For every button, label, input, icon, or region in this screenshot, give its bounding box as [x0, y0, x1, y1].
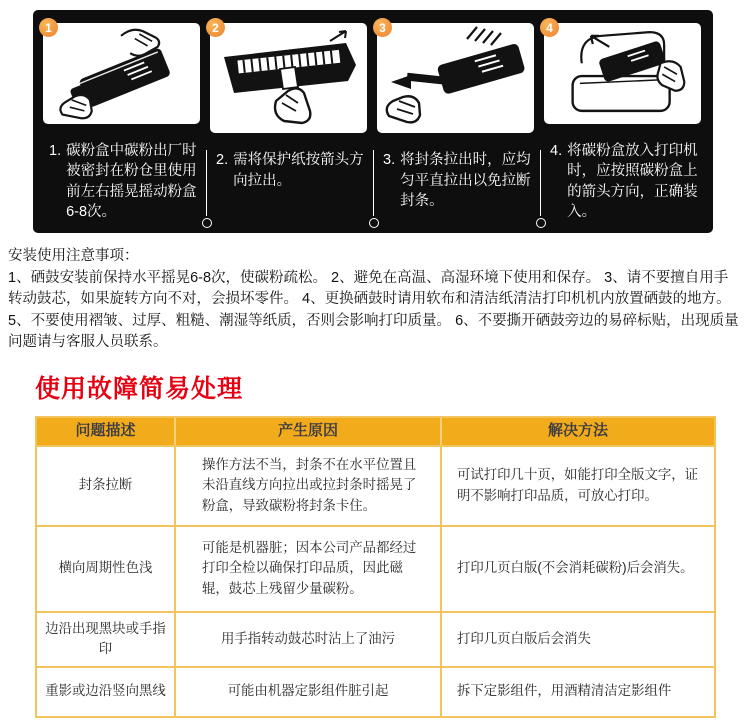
- step-2-caption: [210, 150, 367, 191]
- step-3-caption-text: 将封条拉出时，应均匀平直拉出以免拉断封条。: [400, 152, 531, 210]
- column-header-cause: 产生原因: [174, 418, 440, 445]
- step-4-number-badge: 4: [540, 18, 559, 37]
- step-1: [43, 20, 200, 223]
- step-4-caption: [544, 141, 701, 223]
- troubleshooting-title: 使用故障简易处理: [35, 374, 244, 403]
- insert-into-printer-icon: [544, 23, 701, 124]
- table-row-4-cause: 可能由机器定影组件脏引起: [174, 666, 440, 716]
- table-row-1-cause: 操作方法不当，封条不在水平位置且未沿直线方向拉出或拉封条时摇晃了粉盒，导致碳粉将封条卡住。: [174, 445, 440, 525]
- step-4-caption-number: 4.: [550, 142, 563, 159]
- installation-notes: [8, 246, 742, 354]
- table-row-1-problem: 封条拉断: [37, 445, 174, 525]
- table-row-2-cause: 可能是机器脏；因本公司产品都经过打印全检以确保打印品质，因此磁辊，鼓芯上残留少量碳粉。: [174, 525, 440, 611]
- step-1-image: [43, 20, 200, 124]
- caption-divider: [206, 150, 207, 216]
- column-header-solution: 解决方法: [440, 418, 714, 445]
- step-2-caption-text: 需将保护纸按箭头方向拉出。: [233, 152, 364, 189]
- step-1-caption-number: 1.: [49, 142, 62, 159]
- step-3-image: [377, 20, 534, 133]
- pull-protective-paper-icon: [210, 23, 367, 133]
- caption-divider: [540, 150, 541, 216]
- step-4-image: [544, 20, 701, 124]
- step-3: [377, 20, 534, 223]
- step-4: [544, 20, 701, 223]
- installation-steps-banner: [33, 10, 713, 233]
- notes-body: 1、硒鼓安装前保持水平摇晃6-8次，使碳粉疏松。 2、避免在高温、高湿环境下使用和保存。 3、请不要擅自用手转动鼓芯，如果旋转方向不对，会损坏零件。 4、更换硒鼓时请用软布和清洁纸清洁打印机机内放置硒鼓的地方。 5、不要使用褶皱、过厚、粗糙、潮湿等纸质，否则会影响打印质量。 6、不要撕开硒鼓旁边的易碎标贴，出现质量问题请与客服人员联系。: [8, 269, 739, 350]
- step-1-caption: [43, 141, 200, 223]
- step-3-number-badge: 3: [373, 18, 392, 37]
- step-2: [210, 20, 367, 223]
- step-2-number-badge: 2: [206, 18, 225, 37]
- step-4-caption-text: 将碳粉盒放入打印机时，应按照碳粉盒上的箭头方向，正确装入。: [567, 142, 698, 221]
- troubleshooting-table: [35, 416, 716, 718]
- table-row-1-solution: 可试打印几十页，如能打印全版文字，证明不影响打印品质，可放心打印。: [440, 445, 714, 525]
- table-row-3-solution: 打印几页白版后会消失: [440, 611, 714, 666]
- column-header-problem: 问题描述: [37, 418, 174, 445]
- table-row-2-solution: 打印几页白版(不会消耗碳粉)后会消失。: [440, 525, 714, 611]
- step-2-caption-number: 2.: [216, 152, 229, 168]
- table-row-4-problem: 重影或边沿竖向黑线: [37, 666, 174, 716]
- caption-divider: [373, 150, 374, 216]
- step-2-image: [210, 20, 367, 133]
- table-row-3-cause: 用手指转动鼓芯时沾上了油污: [174, 611, 440, 666]
- pull-seal-strip-icon: [377, 23, 534, 133]
- step-3-caption-number: 3.: [383, 152, 396, 168]
- table-row-3-problem: 边沿出现黑块或手指印: [37, 611, 174, 666]
- table-row-4-solution: 拆下定影组件，用酒精清洁定影组件: [440, 666, 714, 716]
- step-3-caption: [377, 150, 534, 212]
- notes-title: 安装使用注意事项：: [8, 248, 139, 264]
- table-row-2-problem: 横向周期性色浅: [37, 525, 174, 611]
- step-1-number-badge: 1: [39, 18, 58, 37]
- shake-cartridge-icon: [43, 23, 200, 124]
- step-1-caption-text: 碳粉盒中碳粉出厂时被密封在粉仓里使用前左右摇晃摇动粉盒6-8次。: [66, 142, 197, 221]
